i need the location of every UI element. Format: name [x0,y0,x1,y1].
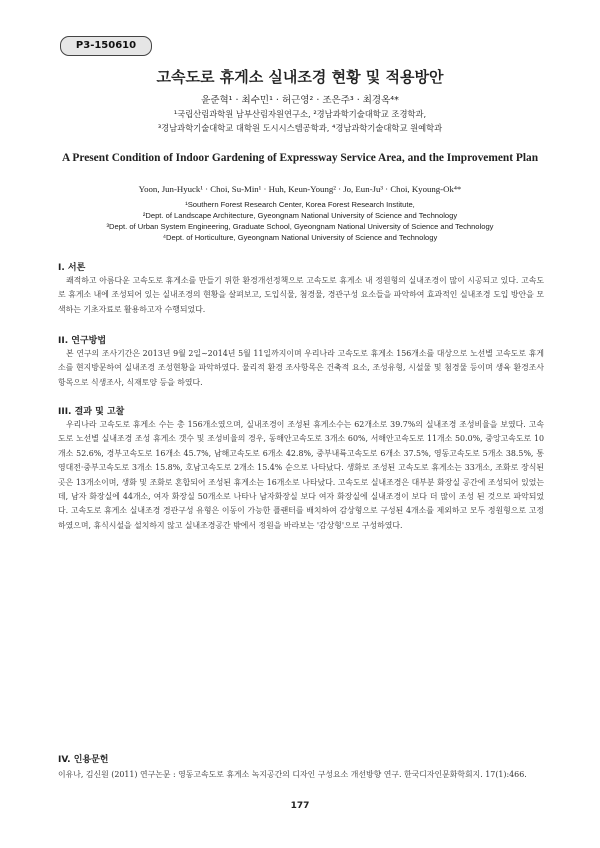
reference-entry: 이유나, 김신원 (2011) 연구논문 : 영동고속도로 휴게소 녹지공간의 디자인 구성요소 개선방향 연구. 한국디자인문화학회지. 17(1):466. [58,770,527,779]
english-affiliation-4: ⁴Dept. of Horticulture, Gyeongnam National University of Science and Technology [162,233,438,242]
paper-id-badge: P3-150610 [60,36,152,56]
section-body-methods [58,347,544,390]
section-body-results [58,418,544,533]
section-heading-introduction: I. 서론 [58,263,86,273]
english-affiliation-1: ¹Southern Forest Research Center, Korea Forest Research Institute, [185,200,415,209]
english-affiliation-3: ³Dept. of Urban System Engineering, Graduate School, Gyeongnam National University of Science and Technology [106,222,494,231]
paragraph: 우리나라 고속도로 휴게소 수는 총 156개소였으며, 실내조경이 조성된 휴게소수는 62개소로 39.7%의 실내조경 조성비율을 보였다. 고속도로 노선별 실내조경 조성 휴게소 갯수 및 조성비율의 경우, 동해안고속도로 3개소 60%, 서해안고속도로 11개소 50.0%, 중앙고속도로 10개소 52.6%, 경부고속도로 16개소 45.7%, 남해고속도로 6개소 42.8%, 중부내륙고속도로 6개소 37.5%, 영동고속도로 5개소 38.5%, 통영대전·중부고속도로 3개소 15.8%, 호남고속도로 2개소 15.4% 순으로 나타났다. 생화로 조성된 고속도로 휴게소는 33개소, 조화로 장식된 곳은 13개소이며, 생화 및 조화로 혼합되어 조성된 휴게소는 16개소로 나타났다. 고속도로 실내조경은 대부분 화장실 공간에 조성되어 있었는데, 남자 화장실에 44개소, 여자 화장실 50개소로 나타나 남자화장실 보다 여자 화장실에 실내조경이 보다 더 많이 조성 된 것으로 파악되었다. 고속도로 휴게소 실내조경 경관구성 유형은 이동이 가능한 플랜터를 배치하여 감상형으로 구성된 4개소를 제외하고 모두 정원형으로 고정하였으며, 휴식시설을 설치하지 않고 실내조경공간 밖에서 정원을 바라보는 '감상형'으로 구성하였다. [58,420,544,530]
korean-affiliation-2: ³경남과학기술대학교 대학원 도시시스템공학과, ⁴경남과학기술대학교 원예학과 [157,123,443,133]
section-heading-references: IV. 인용문헌 [58,755,109,765]
english-authors: Yoon, Jun-Hyuck¹ · Choi, Su-Min¹ · Huh, Keun-Young² · Jo, Eun-Ju³ · Choi, Kyoung-Ok⁴* [138,184,462,194]
paragraph: 본 연구의 조사기간은 2013년 9월 2일~2014년 5월 11일까지이며 우리나라 고속도로 휴게소 156개소를 대상으로 노선별 고속도로 휴게소를 현지방문하여 실내조경 조성현황을 파악하였다. 물리적 환경 조사항목은 건축적 요소, 조성유형, 시설물 및 첨경물 등이며 생육 환경조사항목으로 식생조사, 식재토양 등을 하였다. [58,349,544,387]
english-title: A Present Condition of Indoor Gardening of Expressway Service Area, and the Improvement Plan [61,152,539,164]
section-heading-methods: II. 연구방법 [58,336,107,346]
korean-title: 고속도로 휴게소 실내조경 현황 및 적용방안 [156,68,444,86]
english-affiliation-2: ²Dept. of Landscape Architecture, Gyeongnam National University of Science and Technology [142,211,458,220]
section-body-introduction [58,274,544,317]
paragraph: 쾌적하고 아름다운 고속도로 휴게소를 만들기 위한 환경개선정책으로 고속도로 휴게소 내 정원형의 실내조경이 많이 시공되고 있다. 고속도로 휴게소 내에 조성되어 있는 실내조경의 현황을 살펴보고, 도입식물, 첨경물, 경관구성 요소들을 파악하여 효과적인 실내조경 도입 방안을 모색하는 기초자료로 활용하고자 수행되었다. [58,276,545,314]
page-number: 177 [290,801,310,811]
korean-affiliation-1: ¹국립산림과학원 남부산림자원연구소, ²경남과학기술대학교 조경학과, [173,109,427,119]
korean-authors: 윤준혁¹ · 최수민¹ · 허근영² · 조은주³ · 최경옥⁴* [201,95,399,106]
section-heading-results: III. 결과 및 고찰 [58,407,125,417]
